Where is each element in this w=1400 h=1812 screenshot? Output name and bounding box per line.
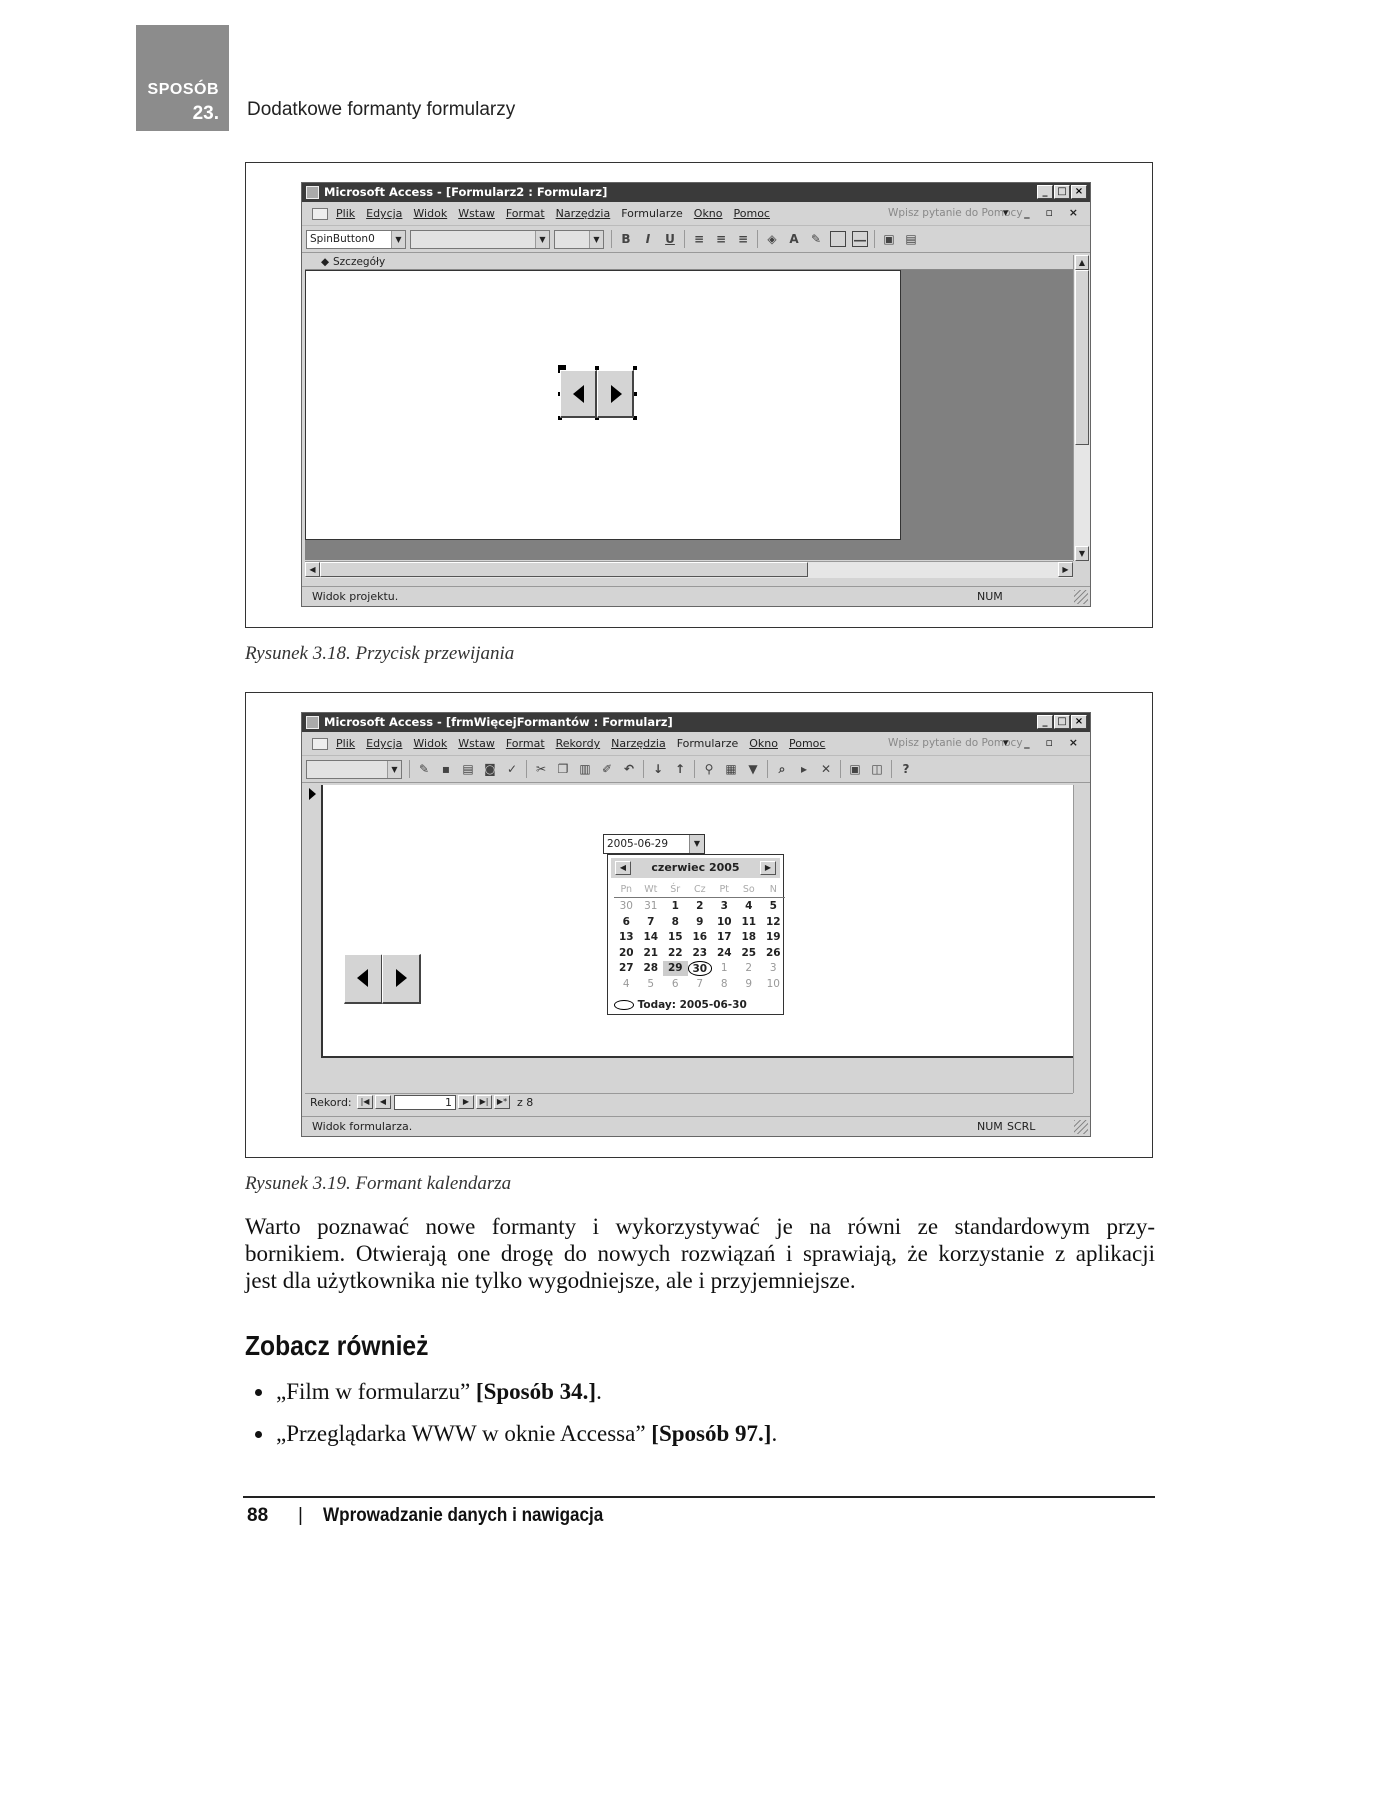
- spin-button-control[interactable]: [344, 954, 422, 1004]
- spin-left-button[interactable]: [344, 954, 383, 1004]
- new-record-button[interactable]: ▶*: [494, 1095, 510, 1109]
- delete-record-icon[interactable]: ✕: [820, 762, 832, 776]
- menu-formularze[interactable]: Formularze: [676, 737, 739, 750]
- title-bar: [302, 183, 1090, 202]
- underline-icon[interactable]: U: [665, 232, 675, 246]
- record-selector[interactable]: [305, 785, 323, 1058]
- document-icon[interactable]: [312, 738, 328, 750]
- record-navigation-bar: [305, 1093, 1073, 1111]
- calendar-day[interactable]: 7: [696, 977, 704, 990]
- cut-icon[interactable]: ✂: [535, 762, 547, 776]
- calendar-day[interactable]: 7: [647, 915, 655, 928]
- window-title: Microsoft Access - [Formularz2 : Formularz]: [324, 185, 608, 199]
- menu-wstaw[interactable]: Wstaw: [458, 737, 495, 750]
- calendar-day[interactable]: 3: [720, 900, 728, 912]
- calendar-day[interactable]: 2: [745, 962, 753, 975]
- status-bar: [302, 1116, 1090, 1136]
- calendar-day[interactable]: 5: [769, 900, 777, 912]
- see-also-heading: Zobacz również: [245, 1330, 429, 1361]
- record-label: Rekord:: [310, 1096, 352, 1109]
- calendar-day[interactable]: 17: [716, 931, 732, 944]
- menu-wstaw[interactable]: Wstaw: [458, 207, 495, 220]
- calendar-day[interactable]: 1: [720, 962, 728, 975]
- menu-format[interactable]: Format: [505, 737, 545, 750]
- calendar-day[interactable]: 16: [692, 931, 708, 944]
- undo-icon[interactable]: ↶: [623, 762, 635, 776]
- vertical-scrollbar[interactable]: [1073, 785, 1090, 1093]
- menu-widok[interactable]: Widok: [413, 207, 448, 220]
- weekday-label: Pt: [719, 884, 729, 895]
- calendar-day[interactable]: 14: [643, 931, 659, 944]
- filter-combo[interactable]: [306, 760, 402, 779]
- footer-rule: [243, 1496, 1155, 1498]
- calendar-day[interactable]: 4: [745, 900, 753, 912]
- help-question-box[interactable]: Wpisz pytanie do Pomocy: [888, 737, 1023, 749]
- menu-narzedzia[interactable]: Narzędzia: [611, 737, 666, 750]
- access-icon: [306, 716, 319, 729]
- calendar-day[interactable]: 30: [619, 900, 633, 912]
- scroll-right-icon[interactable]: ▶: [1058, 562, 1073, 577]
- spelling-icon[interactable]: ✓: [506, 762, 518, 776]
- sort-descending-icon[interactable]: ↑: [674, 762, 686, 776]
- scrl-indicator: SCRL: [1007, 1120, 1036, 1133]
- scroll-left-icon[interactable]: ◀: [305, 562, 320, 577]
- database-window-icon[interactable]: ▣: [849, 762, 861, 776]
- body-line: Warto poznawać nowe formanty i wykorzystywać je na równi ze standardowym przy-: [245, 1214, 1155, 1239]
- footer-separator: |: [298, 1505, 303, 1526]
- calendar-day[interactable]: 15: [667, 931, 683, 944]
- spin-right-button[interactable]: [597, 370, 634, 418]
- status-text: Widok projektu.: [312, 590, 399, 603]
- calendar-day[interactable]: 28: [643, 962, 659, 975]
- calendar-day[interactable]: 19: [765, 931, 781, 944]
- print-icon[interactable]: ▤: [462, 762, 474, 776]
- body-line: bornikiem. Otwierają one drogę do nowych rozwiązań i sprawiają, że korzystanie z aplikacji: [245, 1241, 1155, 1266]
- record-total: z 8: [517, 1096, 534, 1109]
- calendar-day[interactable]: 26: [765, 946, 781, 959]
- calendar-day[interactable]: 24: [716, 946, 732, 959]
- item-text: „Przeglądarka WWW w oknie Accessa”: [276, 1421, 646, 1446]
- font-color-icon[interactable]: A: [789, 232, 799, 246]
- weekday-label: Śr: [670, 884, 681, 895]
- calendar-day[interactable]: 11: [741, 915, 757, 928]
- footer-chapter: Wprowadzanie danych i nawigacja: [323, 1505, 604, 1526]
- calendar-day[interactable]: 8: [720, 977, 728, 990]
- running-title: Dodatkowe formanty formularzy: [247, 99, 516, 120]
- bold-icon[interactable]: B: [621, 232, 631, 246]
- italic-icon[interactable]: I: [645, 232, 651, 246]
- window-controls: [1037, 185, 1087, 199]
- help-icon[interactable]: ?: [902, 762, 910, 776]
- weekday-label: Cz: [693, 884, 706, 895]
- figure-caption-2: Rysunek 3.19. Formant kalendarza: [245, 1173, 512, 1194]
- weekday-label: Pn: [620, 884, 633, 895]
- sort-ascending-icon[interactable]: ↓: [652, 762, 664, 776]
- calendar-day[interactable]: 22: [667, 946, 683, 959]
- calendar-dropdown[interactable]: [607, 854, 784, 1015]
- menu-pomoc[interactable]: Pomoc: [733, 207, 770, 220]
- weekday-label: N: [769, 884, 777, 895]
- scroll-up-icon[interactable]: ▲: [1075, 255, 1089, 270]
- calendar-day[interactable]: 5: [647, 977, 655, 990]
- calendar-day[interactable]: 10: [766, 977, 780, 990]
- menu-formularze[interactable]: Formularze: [621, 207, 683, 220]
- window-controls: [1037, 715, 1087, 729]
- num-indicator: NUM: [977, 590, 1003, 603]
- figure-calendar: [245, 692, 1153, 1158]
- line-color-icon[interactable]: ✎: [810, 232, 822, 246]
- close-button[interactable]: ×: [1071, 185, 1087, 199]
- menu-okno[interactable]: Okno: [749, 737, 778, 750]
- menu-edycja[interactable]: Edycja: [366, 737, 403, 750]
- next-record-button[interactable]: ▶: [458, 1095, 474, 1109]
- resize-grip-icon[interactable]: [1074, 1120, 1088, 1134]
- resize-grip-icon[interactable]: [1074, 590, 1088, 604]
- today-label: Today: 2005-06-30: [637, 999, 747, 1011]
- record-pointer-icon: [309, 788, 316, 800]
- calendar-day[interactable]: 6: [622, 915, 630, 928]
- access-icon: [306, 186, 319, 199]
- calendar-day[interactable]: 9: [745, 977, 753, 990]
- help-question-box[interactable]: Wpisz pytanie do Pomocy: [888, 207, 1023, 219]
- calendar-day-selected[interactable]: 29: [663, 961, 688, 976]
- section-label: Szczegóły: [333, 256, 386, 268]
- calendar-day-today[interactable]: 30: [688, 961, 713, 976]
- menu-rekordy[interactable]: Rekordy: [555, 737, 601, 750]
- vertical-scrollbar[interactable]: [1073, 255, 1090, 561]
- section-arrow-icon: ◆: [321, 256, 330, 268]
- scroll-down-icon[interactable]: ▼: [1075, 546, 1089, 561]
- horizontal-scrollbar[interactable]: [305, 561, 1073, 578]
- chevron-down-icon[interactable]: ▼: [535, 231, 549, 248]
- apply-filter-icon[interactable]: ▼: [748, 762, 758, 776]
- status-text: Widok formularza.: [312, 1120, 413, 1133]
- chevron-down-icon[interactable]: ▼: [689, 835, 704, 853]
- badge-word: SPOSÓB: [147, 81, 219, 98]
- maximize-button[interactable]: □: [1054, 715, 1070, 729]
- menu-plik[interactable]: Plik: [336, 207, 356, 220]
- calendar-grid: [614, 883, 786, 898]
- arrow-right-icon: [611, 385, 622, 403]
- document-icon[interactable]: [312, 208, 328, 220]
- menu-pomoc[interactable]: Pomoc: [788, 737, 826, 750]
- calendar-day[interactable]: 18: [741, 931, 757, 944]
- find-icon[interactable]: ⌕: [778, 762, 786, 776]
- calendar-day[interactable]: 27: [618, 962, 634, 975]
- new-record-icon[interactable]: ▸: [800, 762, 808, 776]
- month-label[interactable]: czerwiec 2005: [651, 861, 740, 874]
- calendar-day[interactable]: 1: [671, 900, 679, 912]
- align-right-icon[interactable]: ≡: [737, 232, 749, 246]
- today-circle-icon: [614, 1000, 634, 1010]
- arrow-left-icon: [357, 969, 368, 987]
- today-link[interactable]: [614, 998, 747, 1012]
- align-center-icon[interactable]: ≡: [715, 232, 727, 246]
- view-icon[interactable]: ✎: [418, 762, 430, 776]
- line-width-icon[interactable]: ―: [854, 233, 866, 247]
- menu-okno[interactable]: Okno: [693, 207, 723, 220]
- menu-widok[interactable]: Widok: [413, 737, 448, 750]
- arrow-left-icon: [573, 385, 584, 403]
- fill-color-icon[interactable]: ◈: [767, 232, 777, 246]
- print-preview-icon[interactable]: ◙: [484, 762, 496, 776]
- calendar-day[interactable]: 25: [741, 946, 757, 959]
- form-view-toolbar: [302, 756, 1090, 783]
- properties-icon[interactable]: ▣: [883, 232, 895, 246]
- calendar-header: [611, 858, 780, 878]
- item-text: „Film w formularzu”: [276, 1379, 471, 1404]
- item-ref[interactable]: [Sposób 34.]: [475, 1379, 597, 1404]
- filter-by-form-icon[interactable]: ▦: [725, 762, 737, 776]
- calendar-day[interactable]: 12: [765, 915, 781, 928]
- border-icon[interactable]: [830, 231, 846, 247]
- menu-plik[interactable]: Plik: [336, 737, 356, 750]
- weekday-label: Wt: [644, 884, 658, 895]
- figure-caption-1: Rysunek 3.18. Przycisk przewijania: [245, 643, 515, 664]
- bullet-icon: [255, 1389, 262, 1396]
- calendar-day[interactable]: 9: [696, 915, 704, 928]
- date-picker[interactable]: [603, 834, 705, 854]
- figure-spin-button: [245, 162, 1153, 628]
- calendar-day[interactable]: 6: [671, 977, 679, 990]
- calendar-day[interactable]: 13: [618, 931, 634, 944]
- font-combo[interactable]: [410, 230, 550, 249]
- date-value: 2005-06-29: [607, 838, 669, 850]
- calendar-day[interactable]: 31: [644, 900, 658, 912]
- formatting-toolbar: [302, 226, 1090, 253]
- filter-by-selection-icon[interactable]: ⚲: [704, 762, 714, 776]
- calendar-day[interactable]: 2: [696, 900, 704, 912]
- chevron-down-icon[interactable]: ▼: [391, 231, 405, 248]
- calendar-day[interactable]: 20: [618, 946, 634, 959]
- object-combo[interactable]: SpinButton0 ▼: [306, 230, 406, 249]
- calendar-days: [614, 899, 786, 992]
- arrow-right-icon: [396, 969, 407, 987]
- close-button[interactable]: ×: [1071, 715, 1087, 729]
- access-window-form: [301, 712, 1091, 1137]
- chevron-down-icon[interactable]: ▼: [387, 761, 401, 778]
- body-line: jest dla użytkownika nie tylko wygodniejsze, ale i przyjemniejsze.: [245, 1268, 856, 1293]
- body-paragraph: [245, 1213, 1155, 1294]
- page-number: 88: [247, 1505, 269, 1526]
- menu-format[interactable]: Format: [505, 207, 545, 220]
- calendar-day[interactable]: 23: [692, 946, 708, 959]
- section-header[interactable]: [305, 255, 1073, 270]
- copy-icon[interactable]: ❐: [557, 762, 569, 776]
- minimize-button[interactable]: _: [1037, 185, 1053, 199]
- prev-month-button[interactable]: ◀: [615, 861, 631, 875]
- scroll-thumb[interactable]: [320, 562, 808, 577]
- size-combo[interactable]: [554, 230, 604, 249]
- new-object-icon[interactable]: ◫: [871, 762, 883, 776]
- section-badge: [136, 25, 229, 131]
- maximize-button[interactable]: □: [1054, 185, 1070, 199]
- calendar-day[interactable]: 4: [622, 977, 630, 990]
- window-title: Microsoft Access - [frmWięcejFormantów : Formularz]: [324, 715, 673, 729]
- badge-number: 23.: [192, 103, 219, 124]
- calendar-day[interactable]: 3: [769, 962, 777, 975]
- special-effect-icon[interactable]: ▤: [905, 232, 917, 246]
- menu-bar: [302, 202, 1090, 226]
- menu-edycja[interactable]: Edycja: [366, 207, 403, 220]
- paste-icon[interactable]: ▥: [579, 762, 591, 776]
- item-ref[interactable]: [Sposób 97.]: [651, 1421, 772, 1446]
- menu-bar: [302, 732, 1090, 756]
- weekday-label: So: [742, 884, 755, 895]
- previous-record-button[interactable]: ◀: [375, 1095, 391, 1109]
- menu-narzedzia[interactable]: Narzędzia: [555, 207, 611, 220]
- next-month-button[interactable]: ▶: [760, 861, 776, 875]
- mdi-controls[interactable]: ▾ _ ▫ ×: [1002, 206, 1084, 219]
- scroll-thumb[interactable]: [1075, 270, 1089, 445]
- save-icon[interactable]: ▪: [441, 762, 451, 776]
- num-indicator: NUM: [977, 1120, 1003, 1133]
- spin-button-control[interactable]: [559, 368, 639, 420]
- record-number-input[interactable]: 1: [394, 1095, 456, 1110]
- spin-right-button[interactable]: [382, 954, 421, 1004]
- spin-left-button[interactable]: [560, 370, 597, 418]
- chevron-down-icon[interactable]: ▼: [589, 231, 603, 248]
- mdi-controls[interactable]: ▾ _ ▫ ×: [1002, 736, 1084, 749]
- title-bar: [302, 713, 1090, 732]
- minimize-button[interactable]: _: [1037, 715, 1053, 729]
- status-bar: [302, 586, 1090, 606]
- align-left-icon[interactable]: ≡: [693, 232, 705, 246]
- access-window-design: [301, 182, 1091, 607]
- calendar-day[interactable]: 21: [643, 946, 659, 959]
- last-record-button[interactable]: ▶|: [476, 1095, 492, 1109]
- calendar-day[interactable]: 10: [716, 915, 732, 928]
- first-record-button[interactable]: |◀: [357, 1095, 373, 1109]
- calendar-day[interactable]: 8: [671, 915, 679, 928]
- format-painter-icon[interactable]: ✐: [601, 762, 613, 776]
- bullet-icon: [255, 1431, 262, 1438]
